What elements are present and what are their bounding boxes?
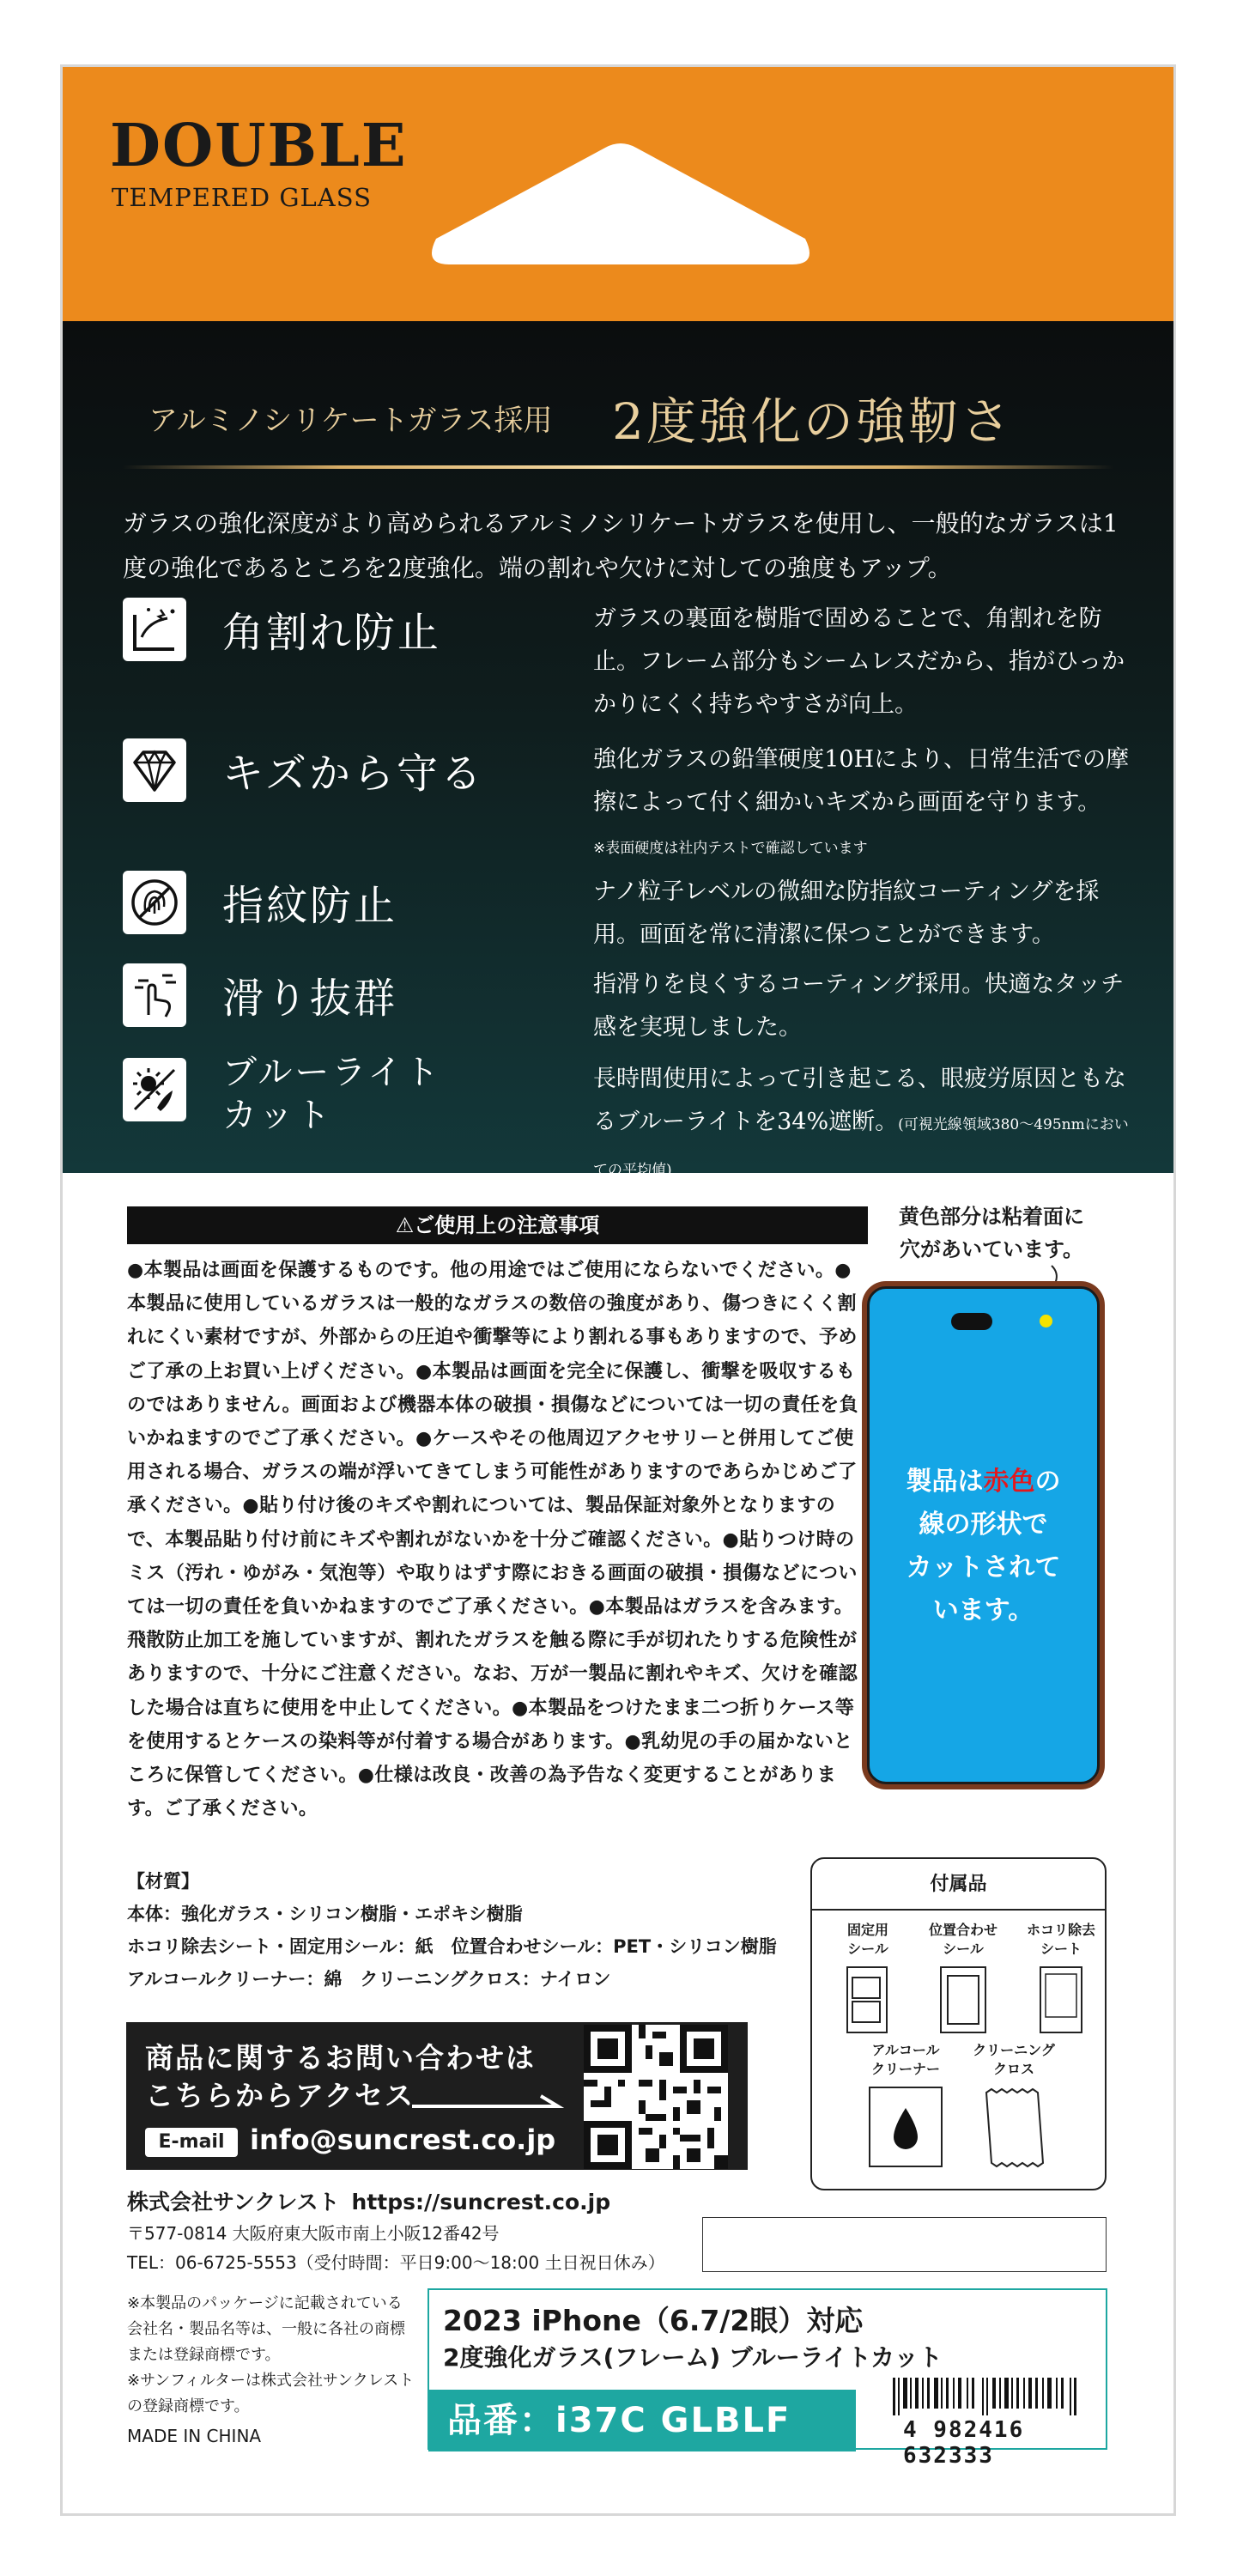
feature-note: ※表面硬度は社内テストで確認しています — [593, 840, 868, 857]
phone-label-line3: カットされて — [906, 1552, 1061, 1583]
company-url[interactable]: https://suncrest.co.jp — [351, 2190, 611, 2215]
feature-title-line1: ブルーライト — [222, 1053, 442, 1092]
diamond-icon — [123, 738, 186, 802]
accessory-label: シール — [943, 1941, 984, 1957]
materials-line: アルコールクリーナー：綿 クリーニングクロス：ナイロン — [127, 1969, 611, 1990]
made-in: MADE IN CHINA — [127, 2426, 262, 2446]
phone-diagram — [862, 1281, 1105, 1789]
fixing-seal-icon — [842, 1964, 894, 2036]
accessory-label: 固定用 — [846, 1922, 888, 1938]
accessory-label: シール — [847, 1941, 888, 1957]
caution-heading: ⚠ご使用上の注意事項 — [127, 1206, 868, 1244]
brand-band — [63, 67, 1173, 321]
feature-title — [222, 1051, 441, 1137]
finger-swipe-icon — [123, 963, 186, 1027]
phone-label-line4: います。 — [932, 1595, 1034, 1625]
feature-desc-text: 長時間使用によって引き起こる、眼疲労原因ともなるブルーライトを34%遮断。 — [593, 1066, 1126, 1135]
feature-desc: ガラスの裏面を樹脂で固めることで、角割れを防止。フレーム部分もシームレスだから、指がひっかかりにくく持ちやすさが向上。 — [593, 605, 1125, 718]
phone-label-line2: 線の形状で — [919, 1510, 1048, 1540]
materials-line: ホコリ除去シート・固定用シール：紙 位置合わせシール：PET・シリコン樹脂 — [127, 1936, 777, 1957]
accessory-label: シート — [1040, 1941, 1082, 1957]
contact-line2: こちらからアクセス — [145, 2079, 415, 2112]
feature-title: 滑り抜群 — [222, 975, 398, 1023]
blank-label-box — [702, 2217, 1107, 2272]
address-line: 〒577-0814 大阪府東大阪市南上小阪12番42号 — [127, 2223, 500, 2244]
accessory-label: アルコール — [871, 2042, 940, 2058]
intro-text: ガラスの強化深度がより高められるアルミノシリケートガラスを使用し、一般的なガラスは1度の強化であるところを2度強化。端の割れや欠けに対しての強度もアップ。 — [123, 509, 1119, 582]
phone-screen — [867, 1286, 1100, 1784]
materials-heading: 【材質】 — [127, 1871, 199, 1892]
gold-divider — [123, 465, 1113, 469]
accessory-alcohol-cleaner — [858, 2041, 953, 2170]
headline-left: アルミノシリケートガラス採用 — [149, 404, 553, 438]
accessories-title: 付属品 — [812, 1859, 1105, 1911]
legal-notes — [127, 2291, 415, 2420]
model-compat: 2023 iPhone（6.7/2眼）対応 — [443, 2304, 864, 2337]
accessory-label: クリーニング — [973, 2042, 1055, 2058]
accessories-box — [810, 1857, 1107, 2190]
company-name: 株式会社サンクレスト — [127, 2190, 340, 2215]
alcohol-cleaner-icon — [866, 2084, 945, 2170]
accessory-dust-sheet — [1018, 1921, 1104, 2036]
materials — [127, 1865, 797, 1996]
brand-subtitle: TEMPERED GLASS — [112, 183, 372, 212]
fingerprint-icon — [123, 871, 186, 934]
feature-title: キズから守る — [222, 750, 485, 798]
brand-title: DOUBLE — [110, 112, 408, 180]
phone-note-line1: 黄色部分は粘着面に — [899, 1205, 1084, 1229]
feature-desc: ナノ粒子レベルの微細な防指紋コーティングを採用。画面を常に清潔に保つことができます。 — [593, 878, 1100, 948]
model-desc: 2度強化ガラス(フレーム) ブルーライトカット — [443, 2343, 943, 2372]
feature-title-line2: カット — [222, 1096, 333, 1135]
dust-sheet-icon — [1035, 1964, 1087, 2036]
feature-note: (可視光線領域380〜495nmにおいての平均値) — [593, 1116, 1129, 1179]
adhesive-hole-dot — [1040, 1315, 1052, 1327]
email-tag: E-mail — [145, 2128, 238, 2157]
model-box — [427, 2288, 1107, 2469]
accessory-alignment-seal — [920, 1921, 1006, 2036]
qr-code-icon — [584, 2025, 728, 2169]
materials-line: 本体：強化ガラス・シリコン樹脂・エポキシ樹脂 — [127, 1904, 523, 1924]
blue-light-eye-icon — [123, 1058, 186, 1121]
feature-title: 指紋防止 — [222, 882, 398, 930]
corner-crack-icon — [123, 598, 186, 661]
feature-panel — [63, 321, 1173, 1179]
arrow-right-icon — [412, 2093, 567, 2111]
accessory-cleaning-cloth — [967, 2041, 1061, 2170]
accessory-label: クロス — [992, 2061, 1034, 2077]
barcode-icon — [867, 2378, 1099, 2415]
hang-hole-icon — [423, 136, 818, 273]
headline-right: 2度強化の強靭さ — [612, 392, 1013, 451]
caution-body: ●本製品は画面を保護するものです。他の用途ではご使用にならないでください。●本製品に使用しているガラスは一般的なガラスの数倍の強度があり、傷つきにくく割れにくい素材ですが、外部からの圧迫や衝撃等により割れる事もありますので、予めご了承の上お買い上げください。●本製品は画面を完全に保護し、衝撃を吸収するものではありません。画面および機器本体の破損・損傷などについては一切の責任を負いかねますのでご了承ください。●ケースやその他周辺アクセサリーと併用してご使用される場合、ガラスの端が浮いてきてしまう可能性がありますのであらかじめご了承ください。●貼り付け後のキズや割れについては、製品保証対象外となりますので、本製品貼り付け前にキズや割れがないかを十分ご確認ください。●貼りつけ時のミス（汚れ・ゆがみ・気泡等）や取りはずす際におきる画面の破損・損傷などについては一切の責任を負いかねますのでご了承ください。●本製品はガラスを含みます。飛散防止加工を施していますが、割れたガラスを触る際に手が切れたりする危険性がありますので、十分にご注意ください。なお、万が一製品に割れやキズ、欠けを確認した場合は直ちに使用を中止してください。●本製品をつけたまま二つ折りケース等を使用するとケースの染料等が付着する場合があります。●乳幼児の手の届かないところに保管してください。●仕様は改良・改善の為予告なく変更することがあります。ご了承ください。 — [127, 1260, 859, 1820]
barcode-number: 4 982416 632333 — [903, 2417, 1025, 2469]
phone-label-red: 赤色 — [983, 1467, 1035, 1497]
legal-note: ※サンフィルターは株式会社サンクレストの登録商標です。 — [127, 2372, 415, 2415]
feature-desc-text: 強化ガラスの鉛筆硬度10Hにより、日常生活での摩擦によって付く細かいキズから画面を守ります。 — [593, 746, 1130, 816]
accessory-label: クリーナー — [870, 2061, 940, 2077]
accessory-label: 位置合わせ — [928, 1922, 997, 1938]
feature-desc — [593, 1058, 1143, 1192]
phone-label-pre: 製品は — [906, 1467, 984, 1497]
accessory-fixing-seal — [829, 1921, 907, 2036]
alignment-seal-icon — [936, 1964, 991, 2036]
phone-note-line2: 穴があいています。 — [899, 1237, 1084, 1261]
tel-line: TEL：06-6725-5553（受付時間：平日9:00〜18:00 土日祝日休み） — [127, 2252, 665, 2273]
feature-desc: 指滑りを良くするコーティング採用。快適なタッチ感を実現しました。 — [593, 971, 1125, 1041]
legal-note: ※本製品のパッケージに記載されている会社名・製品名等は、一般に各社の商標または登録商標です。 — [127, 2294, 405, 2364]
phone-label — [870, 1461, 1097, 1632]
accessory-label: ホコリ除去 — [1026, 1922, 1095, 1938]
phone-note — [867, 1200, 1116, 1266]
feature-desc — [593, 738, 1143, 870]
dynamic-island — [951, 1313, 992, 1330]
contact-email[interactable]: info@suncrest.co.jp — [250, 2123, 556, 2156]
company-line — [127, 2185, 610, 2216]
cleaning-cloth-icon — [979, 2084, 1048, 2170]
company-address — [127, 2219, 665, 2277]
qr-code[interactable] — [584, 2025, 728, 2169]
contact-line1: 商品に関するお問い合わせは — [145, 2041, 536, 2075]
model-code: 品番：i37C GLBLF — [428, 2390, 856, 2451]
phone-label-post: の — [1034, 1467, 1061, 1497]
feature-title: 角割れ防止 — [222, 609, 442, 657]
